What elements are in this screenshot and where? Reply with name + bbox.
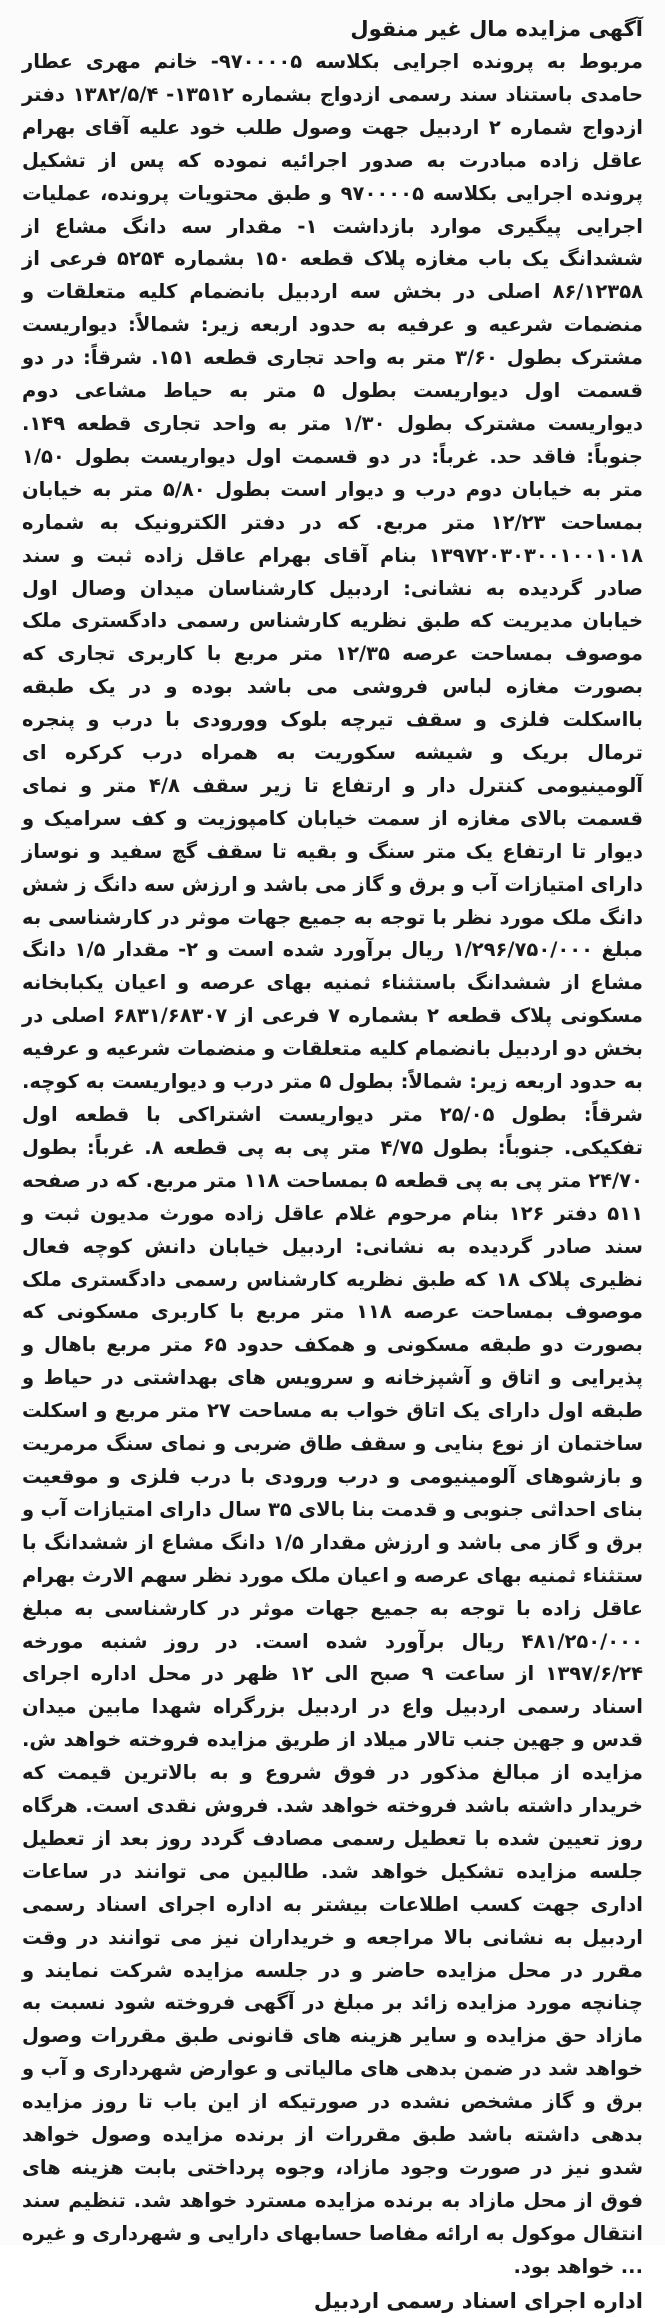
notice-body: مربوط به پرونده اجرایی بکلاسه ۹۷۰۰۰۰۵- خانم مهری عطار حامدی باستناد سند رسمی ازدواج بشماره ۱۳۵۱۲- ۱۳۸۲/۵/۴ دفتر ازدواج شماره ۲ اردبیل جهت وصول طلب خود علیه آقای بهرام عاقل زاده مبادرت به صدور اجرائیه نموده که پس از تشکیل پرونده اجرایی بکلاسه ۹۷۰۰۰۰۵ و طبق محتویات پرونده، عملیات اجرایی پیگیری موارد بازداشت ۱- مقدار سه دانگ مشاع از ششدانگ یک باب مغازه پلاک قطعه ۱۵۰ بشماره ۵۲۵۴ فرعی از ۸۶/۱۲۳۵۸ اصلی در بخش سه اردبیل بانضمام کلیه متعلقات و منضمات شرعیه و عرفیه به حدود اربعه زیر: شمالاً: دیواریست مشترک بطول ۳/۶۰ متر به واحد تجاری قطعه ۱۵۱. شرقاً: در دو قسمت اول دیواریست بطول ۵ متر به حیاط مشاعی دوم دیواریست مشترک بطول ۱/۳۰ متر به واحد تجاری قطعه ۱۴۹. جنوباً: فاقد حد. غرباً: در دو قسمت اول دیواریست بطول ۱/۵۰ متر به خیابان دوم درب و دیوار است بطول ۵/۸۰ متر به خیابان بمساحت ۱۲/۲۳ متر مربع. که در دفتر الکترونیک به شماره ۱۳۹۷۲۰۳۰۳۰۰۱۰۰۱۰۱۸ بنام آقای بهرام عاقل زاده ثبت و سند صادر گردیده به نشانی: اردبیل کارشناسان میدان وصال اول خیابان مدیریت که طبق نظریه کارشناس رسمی دادگستری ملک موصوف بمساحت عرصه ۱۲/۳۵ متر مربع با کاربری تجاری که بصورت مغازه لباس فروشی می باشد بوده و در یک طبقه بااسکلت فلزی و سقف تیرچه بلوک وورودی با درب و پنجره ترمال بریک و شیشه سکوریت به همراه درب کرکره ای آلومینیومی کنترل دار و ارتفاع تا زیر سقف ۴/۸ متر و نمای قسمت بالای مغازه از سمت خیابان کامپوزیت و کف سرامیک و دیوار تا ارتفاع یک متر سنگ و بقیه تا سقف گچ سفید و نوساز دارای امتیازات آب و برق و گاز می باشد و ارزش سه دانگ ز شش دانگ ملک مورد نظر با توجه به جمیع جهات موثر در کارشناسی به مبلغ ۱/۲۹۶/۷۵۰/۰۰۰ ریال برآورد شده است و ۲- مقدار ۱/۵ دانگ مشاع از ششدانگ باستثناء ثمنیه بهای عرصه و اعیان یکبابخانه مسکونی پلاک قطعه ۲ بشماره ۷ فرعی از ۶۸۳۱/۶۸۳۰۷ اصلی در بخش دو اردبیل بانضمام کلیه متعلقات و منضمات شرعیه و عرفیه به حدود اربعه زیر: شمالاً: بطول ۵ متر درب و دیواریست به کوچه. شرقاً: بطول ۲۵/۰۵ متر دیواریست اشتراکی با قطعه اول تفکیکی. جنوباً: بطول ۴/۷۵ متر پی به پی قطعه ۸. غرباً: بطول ۲۴/۷۰ متر پی به پی قطعه ۵ بمساحت ۱۱۸ متر مربع. که در صفحه ۵۱۱ دفتر ۱۲۶ بنام مرحوم غلام عاقل زاده مورث مدیون ثبت و سند صادر گردیده به نشانی: اردبیل خیابان دانش کوچه فعال نظیری پلاک ۱۸ که طبق نظریه کارشناس رسمی دادگستری ملک موصوف بمساحت عرصه ۱۱۸ متر مربع با کاربری مسکونی که بصورت دو طبقه مسکونی و همکف حدود ۶۵ متر مربع باهال و پذیرایی و اتاق و آشپزخانه و سرویس های بهداشتی در حیاط و طبقه اول دارای یک اتاق خواب به مساحت ۲۷ متر مربع و اسکلت ساختمان از نوع بنایی و سقف طاق ضربی و نمای سنگ مرمریت و بازشوهای آلومینیومی و درب ورودی با درب فلزی و موقعیت بنای احداثی جنوبی و قدمت بنا بالای ۳۵ سال دارای امتیازات آب و برق و گاز می باشد و ارزش مقدار ۱/۵ دانگ مشاع از ششدانگ با ستثناء ثمنیه بهای عرصه و اعیان ملک مورد نظر سهم الارث بهرام عاقل زاده با توجه به جمیع جهات موثر در کارشناسی به مبلغ ۴۸۱/۲۵۰/۰۰۰ ریال برآورد شده است. در روز شنبه مورخه ۱۳۹۷/۶/۲۴ از ساعت ۹ صبح الی ۱۲ ظهر در محل اداره اجرای اسناد رسمی اردبیل واع در اردبیل بزرگراه شهدا مابین میدان قدس و جهین جنب تالار میلاد از طریق مزایده فروخته خواهد ش. مزایده از مبالغ مذکور در فوق شروع و به بالاترین قیمت که خریدار داشته باشد فروخته خواهد شد. فروش نقدی است. هرگاه روز تعیین شده با تعطیل رسمی مصادف گردد روز بعد از تعطیل جلسه مزایده تشکیل خواهد شد. طالبین می توانند در ساعات اداری جهت کسب اطلاعات بیشتر به اداره اجرای اسناد رسمی اردبیل به نشانی بالا مراجعه و خریداران نیز می توانند در وقت مقرر در محل مزایده حاضر و در جلسه مزایده شرکت نمایند و چنانچه مورد مزایده زائد بر مبلغ در آگهی فروخته شود نسبت به مازاد حق مزایده و سایر هزینه های قانونی طبق مقررات وصول خواهد شد در ضمن بدهی های مالیاتی و عوارض شهرداری و آب و برق و گاز مشخص نشده در صورتیکه از این باب تا روز مزایده بدهی داشته باشد طبق مقررات از برنده مزایده وصول خواهد شدو نیز در صورت وجود مازاد، وجوه پرداختی بابت هزینه های فوق از محل مازاد به برنده مزایده مسترد خواهد شد. تنظیم سند انتقال موکول به ارائه مفاصا حسابهای دارایی و شهرداری و غیره ... خواهد بود. xyxy=(22,50,644,2278)
notice-title: آگهی مزایده مال غیر منقول xyxy=(350,17,643,41)
notice-signature: اداره اجرای اسناد رسمی اردبیل xyxy=(313,2288,643,2313)
